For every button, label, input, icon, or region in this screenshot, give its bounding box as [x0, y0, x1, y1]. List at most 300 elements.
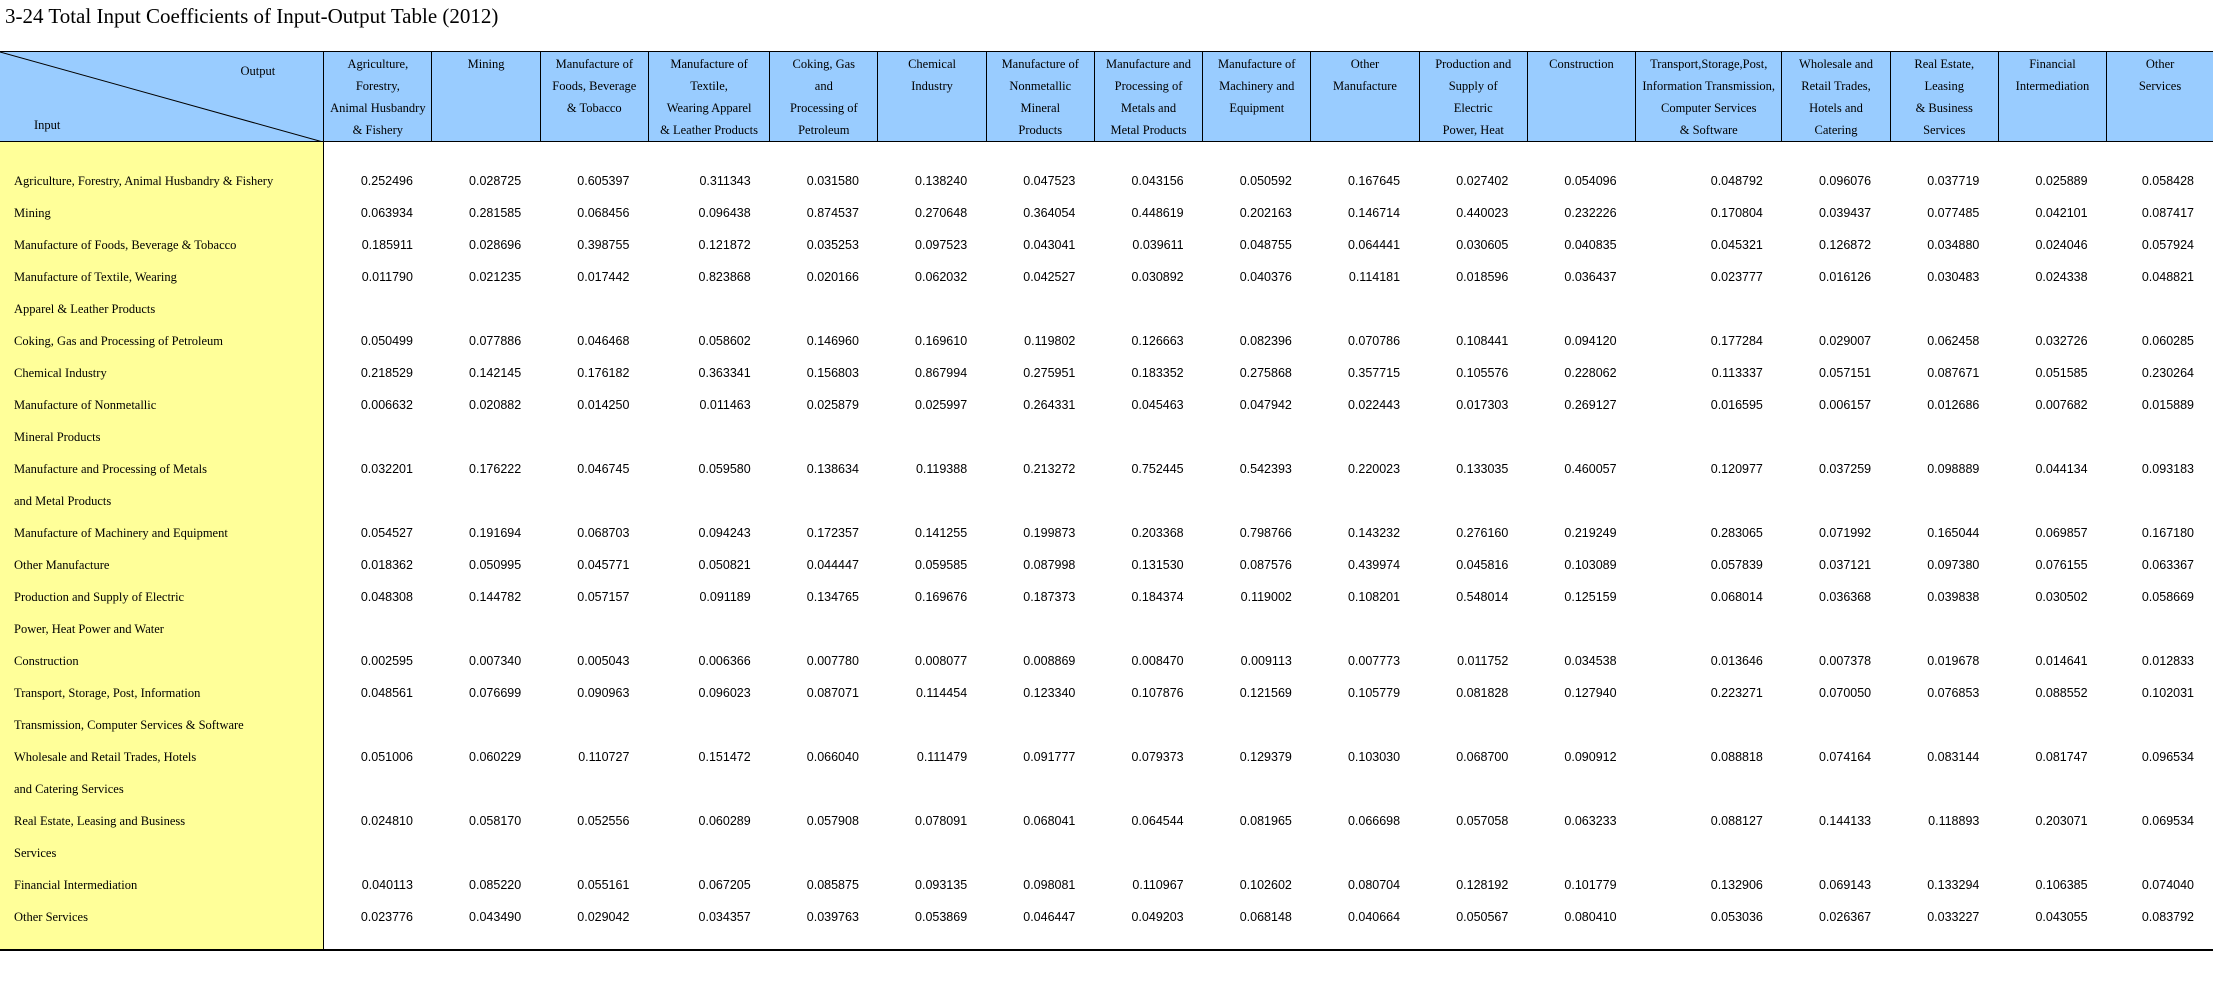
table-cell: 0.042101: [2035, 206, 2088, 220]
table-cell: 0.068456: [577, 206, 630, 220]
table-cell: 0.047523: [1023, 174, 1076, 188]
table-cell: 0.076155: [2035, 558, 2088, 572]
empty-cell: [432, 933, 540, 950]
table-cell: 0.141255: [915, 526, 968, 540]
table-cell: 0.060229: [469, 750, 522, 764]
table-cell: 0.081965: [1239, 814, 1292, 828]
table-cell: 0.203368: [1131, 526, 1184, 540]
table-cell: 0.087071: [806, 686, 859, 700]
row-label: Production and Supply of Electric: [0, 581, 324, 613]
table-cell: [540, 773, 648, 805]
table-cell: [770, 293, 878, 325]
table-cell: [878, 709, 986, 741]
table-cell: 0.144133: [1818, 814, 1872, 828]
table-cell: [1527, 709, 1635, 741]
table-cell: 0.028696: [469, 238, 522, 252]
table-cell: 0.053869: [915, 910, 968, 924]
table-cell: 0.037121: [1818, 558, 1872, 572]
table-cell: 0.048821: [2141, 270, 2194, 284]
table-cell: 0.096076: [1818, 174, 1872, 188]
table-cell: 0.043156: [1131, 174, 1184, 188]
table-cell: 0.011790: [361, 270, 413, 284]
table-cell: [1998, 293, 2106, 325]
table-cell: 0.169610: [915, 334, 968, 348]
table-cell: [1094, 773, 1202, 805]
empty-cell: [324, 142, 432, 166]
table-cell: [770, 421, 878, 453]
table-cell: [1094, 485, 1202, 517]
table-cell: [2107, 293, 2213, 325]
empty-cell: [770, 142, 878, 166]
row-label: and Catering Services: [0, 773, 324, 805]
table-row: [0, 581, 2213, 613]
empty-cell: [540, 933, 648, 950]
table-row: [0, 709, 2213, 741]
table-cell: 0.110727: [578, 750, 630, 764]
table-cell: 0.018596: [1456, 270, 1509, 284]
table-cell: 0.030502: [2035, 590, 2088, 604]
table-cell: 0.011463: [699, 398, 751, 412]
column-header-line: Construction: [1549, 57, 1614, 71]
table-cell: 0.033227: [1927, 910, 1980, 924]
table-cell: 0.096438: [698, 206, 751, 220]
table-cell: 0.030605: [1456, 238, 1509, 252]
column-header-line: Supply of: [1448, 79, 1498, 93]
table-cell: 0.085875: [806, 878, 859, 892]
table-cell: 0.043055: [2035, 910, 2088, 924]
table-cell: 0.002595: [360, 654, 413, 668]
table-cell: 0.074164: [1818, 750, 1872, 764]
table-cell: 0.311343: [699, 174, 751, 188]
table-cell: 0.024046: [2035, 238, 2088, 252]
table-cell: [540, 485, 648, 517]
column-header-line: Machinery and: [1219, 79, 1295, 93]
table-cell: 0.019678: [1927, 654, 1980, 668]
table-cell: [1311, 293, 1419, 325]
table-cell: [986, 837, 1094, 869]
table-cell: 0.081747: [2035, 750, 2088, 764]
table-cell: 0.066040: [806, 750, 859, 764]
table-cell: 0.119002: [1240, 590, 1292, 604]
table-cell: [1636, 293, 1782, 325]
column-header-line: Leasing: [1924, 79, 1965, 93]
table-cell: 0.059580: [698, 462, 751, 476]
table-cell: 0.199873: [1023, 526, 1076, 540]
row-label: Manufacture of Textile, Wearing: [0, 261, 324, 293]
table-cell: 0.081828: [1456, 686, 1509, 700]
table-cell: 0.035253: [806, 238, 859, 252]
table-cell: 0.098081: [1023, 878, 1076, 892]
table-cell: 0.007378: [1818, 654, 1872, 668]
table-cell: 0.023777: [1710, 270, 1763, 284]
table-cell: 0.094243: [698, 526, 751, 540]
table-cell: 0.027402: [1456, 174, 1509, 188]
table-cell: 0.031580: [806, 174, 859, 188]
table-cell: 0.132906: [1710, 878, 1763, 892]
table-cell: 0.051006: [360, 750, 413, 764]
row-label: Manufacture and Processing of Metals: [0, 453, 324, 485]
table-cell: [1419, 613, 1527, 645]
table-cell: 0.121569: [1239, 686, 1292, 700]
table-cell: [1890, 709, 1998, 741]
table-cell: 0.025879: [806, 398, 859, 412]
table-row: [0, 357, 2213, 389]
table-cell: 0.005043: [577, 654, 630, 668]
table-cell: 0.042527: [1023, 270, 1076, 284]
table-cell: [540, 837, 648, 869]
table-cell: [1782, 421, 1890, 453]
table-cell: 0.363341: [698, 366, 751, 380]
table-cell: 0.078091: [915, 814, 968, 828]
table-cell: [1782, 837, 1890, 869]
column-header-line: Electric: [1453, 101, 1493, 115]
table-cell: 0.071992: [1818, 526, 1872, 540]
table-cell: 0.068700: [1456, 750, 1509, 764]
row-label: Mining: [0, 197, 324, 229]
table-cell: [1203, 837, 1311, 869]
table-cell: [2107, 709, 2213, 741]
table-cell: 0.048755: [1239, 238, 1292, 252]
table-cell: 0.176182: [577, 366, 630, 380]
table-cell: [432, 485, 540, 517]
table-cell: 0.151472: [698, 750, 751, 764]
table-cell: 0.057058: [1456, 814, 1509, 828]
table-cell: [1203, 709, 1311, 741]
empty-cell: [1311, 933, 1419, 950]
table-cell: 0.025889: [2035, 174, 2088, 188]
column-header-line: Agriculture,: [347, 57, 409, 71]
table-cell: 0.057151: [1818, 366, 1872, 380]
table-cell: 0.068041: [1023, 814, 1076, 828]
table-cell: [540, 613, 648, 645]
column-header-line: Processing of: [789, 101, 858, 115]
table-cell: 0.110967: [1132, 878, 1184, 892]
table-cell: 0.077485: [1927, 206, 1980, 220]
table-cell: [1636, 485, 1782, 517]
table-cell: 0.165044: [1927, 526, 1980, 540]
table-cell: 0.138240: [915, 174, 968, 188]
table-cell: 0.047942: [1239, 398, 1292, 412]
table-cell: 0.012833: [2141, 654, 2194, 668]
table-cell: 0.460057: [1564, 462, 1617, 476]
empty-cell: [1890, 933, 1998, 950]
table-cell: [432, 709, 540, 741]
table-cell: 0.006632: [360, 398, 413, 412]
row-label: Manufacture of Foods, Beverage & Tobacco: [0, 229, 324, 261]
column-header-line: Wholesale and: [1799, 57, 1873, 71]
column-header-line: Mineral: [1020, 101, 1061, 115]
table-cell: 0.029007: [1818, 334, 1872, 348]
table-cell: 0.126663: [1131, 334, 1184, 348]
table-cell: [1890, 421, 1998, 453]
table-cell: 0.087576: [1239, 558, 1292, 572]
table-cell: 0.103089: [1564, 558, 1617, 572]
column-header-line: Other: [2145, 57, 2175, 71]
column-header-line: Hotels and: [1809, 101, 1863, 115]
column-header-line: Other: [1350, 57, 1380, 71]
table-cell: [540, 293, 648, 325]
column-header-line: Products: [1018, 123, 1063, 137]
column-header-row: [0, 52, 2213, 142]
table-row: [0, 773, 2213, 805]
table-cell: [1311, 773, 1419, 805]
table-cell: 0.076699: [469, 686, 522, 700]
table-cell: 0.111479: [916, 750, 968, 764]
table-cell: [1311, 709, 1419, 741]
table-row: [0, 325, 2213, 357]
table-cell: 0.184374: [1131, 590, 1184, 604]
table-cell: 0.007780: [806, 654, 859, 668]
column-header-line: Wearing Apparel: [666, 101, 752, 115]
table-cell: 0.054527: [360, 526, 413, 540]
table-cell: [1998, 773, 2106, 805]
column-header-line: Processing of: [1114, 79, 1183, 93]
table-cell: 0.020882: [469, 398, 522, 412]
table-cell: 0.220023: [1347, 462, 1401, 476]
table-cell: 0.121872: [698, 238, 751, 252]
table-cell: 0.128192: [1456, 878, 1509, 892]
table-cell: [648, 421, 769, 453]
table-cell: 0.058602: [698, 334, 751, 348]
table-cell: 0.138634: [806, 462, 859, 476]
column-header-line: Industry: [911, 79, 953, 93]
table-cell: [1890, 485, 1998, 517]
table-cell: 0.167180: [2141, 526, 2194, 540]
column-header-line: Retail Trades,: [1801, 79, 1871, 93]
table-cell: 0.058428: [2141, 174, 2194, 188]
table-cell: 0.044447: [806, 558, 859, 572]
table-cell: 0.045816: [1456, 558, 1509, 572]
table-cell: 0.080410: [1564, 910, 1617, 924]
empty-cell: [1998, 933, 2106, 950]
table-row: [0, 197, 2213, 229]
table-cell: 0.070786: [1347, 334, 1401, 348]
table-row: [0, 421, 2213, 453]
table-cell: 0.023776: [360, 910, 413, 924]
table-cell: [1419, 421, 1527, 453]
row-label: Financial Intermediation: [0, 869, 324, 901]
table-cell: 0.045321: [1710, 238, 1763, 252]
row-label: Other Manufacture: [0, 549, 324, 581]
table-cell: 0.029042: [577, 910, 630, 924]
table-cell: 0.040113: [361, 878, 413, 892]
empty-cell: [1419, 933, 1527, 950]
table-cell: 0.146714: [1347, 206, 1401, 220]
table-row: [0, 837, 2213, 869]
table-cell: [1527, 773, 1635, 805]
column-header: [432, 52, 540, 142]
empty-cell: [1636, 142, 1782, 166]
table-cell: [2107, 421, 2213, 453]
table-cell: 0.097523: [915, 238, 968, 252]
empty-cell: [986, 142, 1094, 166]
table-cell: 0.014641: [2035, 654, 2088, 668]
table-cell: 0.798766: [1239, 526, 1292, 540]
table-cell: 0.063367: [2141, 558, 2194, 572]
table-cell: 0.185911: [361, 238, 413, 252]
table-cell: 0.058170: [469, 814, 522, 828]
column-header-line: Equipment: [1229, 101, 1285, 115]
row-label: Other Services: [0, 901, 324, 933]
column-header-line: Mining: [467, 57, 505, 71]
table-cell: [986, 485, 1094, 517]
table-cell: 0.087998: [1023, 558, 1076, 572]
table-cell: 0.105576: [1456, 366, 1509, 380]
table-cell: [324, 773, 432, 805]
table-cell: 0.063934: [360, 206, 413, 220]
empty-cell: [648, 933, 769, 950]
table-cell: 0.063233: [1564, 814, 1617, 828]
column-header: [540, 52, 648, 142]
table-cell: 0.037259: [1818, 462, 1872, 476]
table-cell: [1636, 837, 1782, 869]
table-cell: 0.052556: [577, 814, 630, 828]
row-label: Mineral Products: [0, 421, 324, 453]
table-cell: 0.024338: [2035, 270, 2088, 284]
empty-cell: [986, 933, 1094, 950]
row-label: Real Estate, Leasing and Business: [0, 805, 324, 837]
table-cell: 0.082396: [1239, 334, 1292, 348]
table-cell: 0.021235: [469, 270, 522, 284]
table-cell: 0.202163: [1239, 206, 1292, 220]
table-row: [0, 389, 2213, 421]
table-cell: 0.203071: [2035, 814, 2088, 828]
table-cell: [1998, 421, 2106, 453]
table-cell: [1998, 485, 2106, 517]
table-cell: 0.232226: [1564, 206, 1617, 220]
column-header-line: Chemical: [908, 57, 956, 71]
row-label: Apparel & Leather Products: [0, 293, 324, 325]
column-header: [1998, 52, 2106, 142]
table-cell: 0.011752: [1457, 654, 1509, 668]
table-cell: 0.044134: [2035, 462, 2088, 476]
table-cell: 0.269127: [1564, 398, 1617, 412]
table-cell: 0.088552: [2035, 686, 2088, 700]
column-header-line: Information Transmission,: [1642, 79, 1776, 93]
table-cell: 0.055161: [577, 878, 630, 892]
table-cell: [986, 293, 1094, 325]
table-cell: [1527, 613, 1635, 645]
table-cell: 0.223271: [1710, 686, 1763, 700]
table-cell: [648, 613, 769, 645]
table-cell: [1094, 837, 1202, 869]
row-label: Wholesale and Retail Trades, Hotels: [0, 741, 324, 773]
table-cell: [1890, 837, 1998, 869]
table-cell: [878, 421, 986, 453]
table-cell: 0.039763: [806, 910, 859, 924]
table-cell: [1419, 773, 1527, 805]
table-cell: 0.143232: [1347, 526, 1401, 540]
table-cell: 0.080704: [1347, 878, 1401, 892]
table-cell: 0.059585: [915, 558, 968, 572]
table-cell: 0.129379: [1239, 750, 1292, 764]
table-cell: 0.134765: [806, 590, 859, 604]
table-cell: 0.087671: [1927, 366, 1980, 380]
column-header: [1419, 52, 1527, 142]
table-cell: 0.085220: [469, 878, 522, 892]
table-cell: [1998, 709, 2106, 741]
column-header-line: Manufacture of: [1218, 57, 1296, 71]
table-cell: 0.046745: [577, 462, 630, 476]
table-cell: 0.131530: [1131, 558, 1184, 572]
empty-cell: [878, 933, 986, 950]
table-cell: 0.048792: [1710, 174, 1763, 188]
table-cell: 0.068703: [577, 526, 630, 540]
column-header-line: Metal Products: [1110, 123, 1187, 137]
column-header: [1527, 52, 1635, 142]
table-cell: [1419, 485, 1527, 517]
table-cell: 0.015889: [2141, 398, 2194, 412]
table-cell: 0.068014: [1710, 590, 1763, 604]
table-cell: 0.105779: [1347, 686, 1401, 700]
table-cell: 0.120977: [1710, 462, 1763, 476]
table-cell: 0.867994: [915, 366, 968, 380]
table-cell: 0.039838: [1927, 590, 1980, 604]
table-cell: 0.088818: [1710, 750, 1763, 764]
table-cell: 0.017303: [1456, 398, 1509, 412]
column-header-line: Forestry,: [355, 79, 400, 93]
table-cell: 0.108201: [1347, 590, 1401, 604]
table-cell: 0.079373: [1131, 750, 1184, 764]
table-cell: [770, 485, 878, 517]
table-cell: [324, 421, 432, 453]
row-label: Transport, Storage, Post, Information: [0, 677, 324, 709]
table-row: [0, 165, 2213, 197]
table-cell: 0.219249: [1564, 526, 1617, 540]
column-header-line: Petroleum: [798, 123, 850, 137]
table-cell: 0.040835: [1564, 238, 1617, 252]
table-cell: 0.013646: [1710, 654, 1763, 668]
table-cell: 0.043490: [469, 910, 522, 924]
table-cell: 0.057908: [806, 814, 859, 828]
table-title: 3-24 Total Input Coefficients of Input-Output Table (2012): [5, 4, 499, 28]
table-cell: 0.102602: [1239, 878, 1292, 892]
table-cell: 0.218529: [360, 366, 413, 380]
table-cell: 0.007682: [2035, 398, 2088, 412]
table-cell: [1527, 837, 1635, 869]
table-cell: [986, 709, 1094, 741]
table-cell: [1998, 613, 2106, 645]
empty-cell: [1636, 933, 1782, 950]
table-cell: 0.172357: [806, 526, 859, 540]
table-cell: 0.126872: [1818, 238, 1872, 252]
table-cell: 0.062032: [915, 270, 968, 284]
table-cell: 0.123340: [1023, 686, 1076, 700]
table-cell: [770, 837, 878, 869]
table-cell: 0.167645: [1347, 174, 1401, 188]
column-header-line: Coking, Gas: [792, 57, 856, 71]
column-header-line: Nonmetallic: [1009, 79, 1072, 93]
table-cell: 0.057924: [2141, 238, 2194, 252]
table-cell: 0.007773: [1347, 654, 1401, 668]
column-header-line: Textile,: [690, 79, 728, 93]
table-cell: 0.090963: [577, 686, 630, 700]
table-cell: [432, 773, 540, 805]
table-cell: [648, 837, 769, 869]
table-cell: 0.009113: [1240, 654, 1292, 668]
table-cell: [1527, 293, 1635, 325]
table-cell: [1094, 613, 1202, 645]
table-cell: [648, 293, 769, 325]
table-cell: 0.142145: [469, 366, 522, 380]
table-cell: 0.823868: [698, 270, 751, 284]
table-cell: 0.077886: [469, 334, 522, 348]
column-header-line: Manufacture: [1333, 79, 1397, 93]
table-row: [0, 261, 2213, 293]
table-cell: [540, 421, 648, 453]
table-cell: 0.043041: [1023, 238, 1076, 252]
table-cell: [648, 773, 769, 805]
